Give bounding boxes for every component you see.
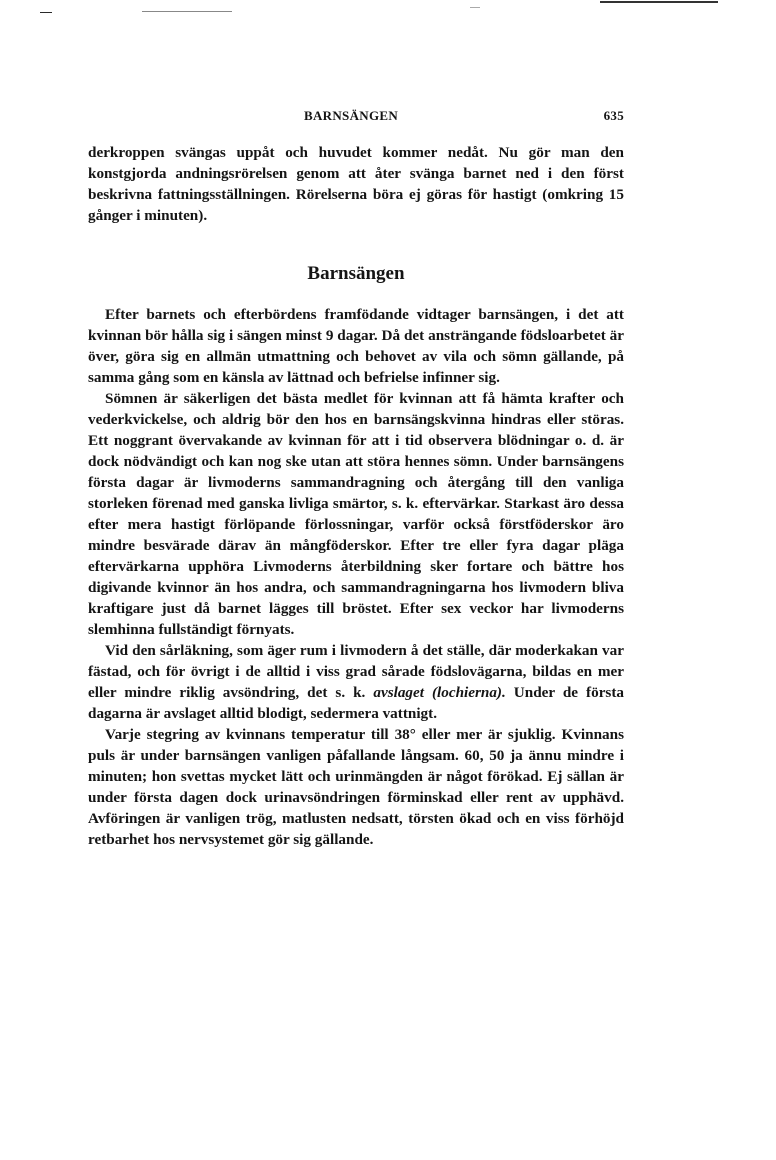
scan-artifact bbox=[142, 11, 232, 12]
page-number: 635 bbox=[603, 108, 624, 123]
continuation-paragraph: derkroppen svängas uppåt och huvudet kommer nedåt. Nu gör man den konstgjorda andningsrörelsen genom att åter svänga barnet ned i den först beskrivna fattningsställningen. Rörelserna böra ej göras för hastigt (omkring 15 gånger i minuten). bbox=[88, 144, 624, 224]
continuation-block bbox=[88, 142, 624, 226]
paragraph-3-text-before: Vid den sårläkning, som äger rum i livmodern å det ställe, där moderkakan var fästad, och för övrigt i de alltid i viss grad sårade födslovägarna, bildas en mer eller mindre riklig avsöndring, det s. k. bbox=[88, 642, 624, 701]
paragraph-3 bbox=[88, 640, 624, 724]
scan-artifact bbox=[470, 7, 480, 8]
paragraph-3-text-after: Under de första dagarna är avslaget alltid blodigt, sedermera vattnigt. bbox=[88, 684, 624, 722]
scan-artifact bbox=[40, 12, 52, 13]
paragraph-4: Varje stegring av kvinnans temperatur till 38° eller mer är sjuklig. Kvinnans puls är under barnsängen vanligen påfallande långsam. 60, 50 ja ännu mindre i minuten; hon svettas mycket lätt och urinmängden är något förökad. Ej sällan är under första dagen dock urinavsöndringen förminskad eller rent av upphävd. Avföringen är vanligen trög, matlusten nedsatt, törsten ökad och en viss förhöjd retbarhet hos nervsystemet gör sig gällande. bbox=[88, 726, 624, 848]
paragraph-2: Sömnen är säkerligen det bästa medlet för kvinnan att få hämta krafter och vederkvickelse, och aldrig bör den hos en barnsängskvinna hindras eller störas. Ett noggrant övervakande av kvinnan för att i tid observera blödningar o. d. är dock nödvändigt och kan nog ske utan att störa hennes sömn. Under barnsängens första dagar är livmoderns sammandragning och återgång till den vanliga storleken förenad med ganska livliga smärtor, s. k. eftervärkar. Starkast äro dessa efter mera hastigt förlöpande förlossningar, varför också förstföderskor äro mindre besvärade därav än mångföderskor. Efter tre eller fyra dagar pläga eftervärkarna upphöra Livmoderns återbildning sker fortare och bättre hos digivande kvinnor än hos andra, och sammandragningarna hos livmodern bliva kraftigare just då barnet lägges till bröstet. Efter sex veckor har livmoderns slemhinna fullständigt förnyats. bbox=[88, 390, 624, 638]
running-header bbox=[88, 108, 624, 128]
lochia-term: avslaget (lochierna). bbox=[373, 684, 506, 701]
section-heading: Barnsängen bbox=[307, 263, 405, 284]
paragraph-1: Efter barnets och efterbördens framfödande vidtager barnsängen, i det att kvinnan bör hålla sig i sängen minst 9 dagar. Då det ansträngande födsloarbetet är över, göra sig en allmän utmattning och behovet av vila och sömn gällande, på samma gång som en känsla av lättnad och befrielse infinner sig. bbox=[88, 306, 624, 386]
running-title: BARNSÄNGEN bbox=[304, 108, 399, 123]
scan-artifact bbox=[600, 1, 718, 3]
section-body bbox=[88, 304, 624, 850]
